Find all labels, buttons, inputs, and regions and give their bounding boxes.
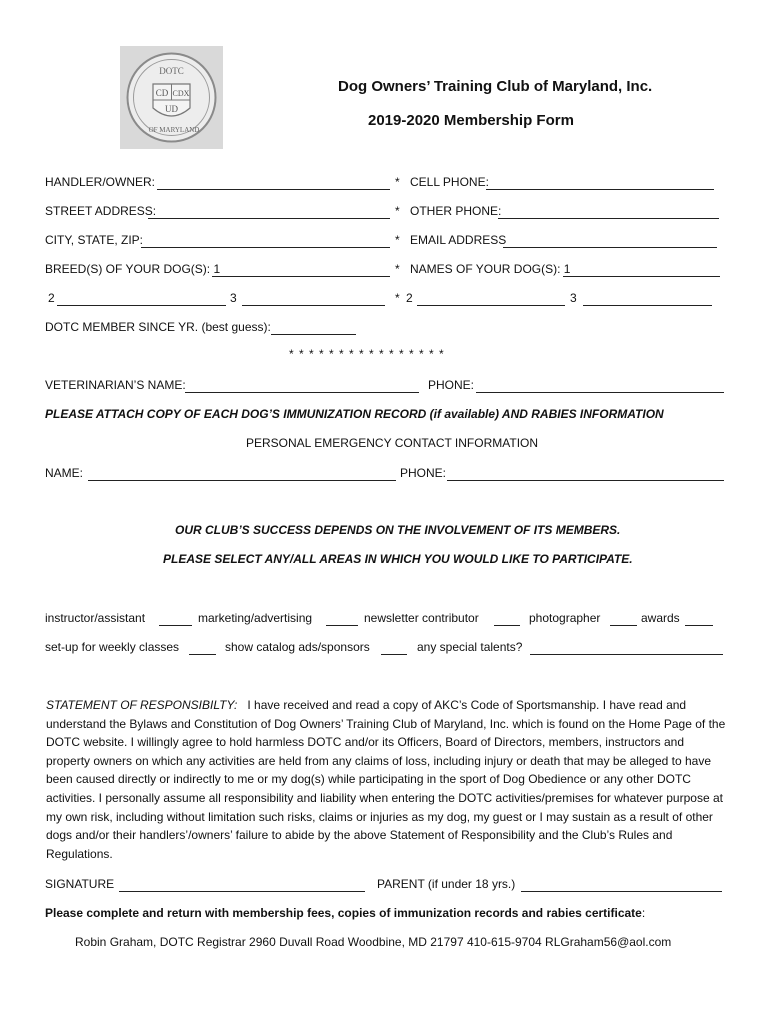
- option-awards-field[interactable]: [685, 624, 713, 626]
- email-address-label: EMAIL ADDRESS: [410, 233, 507, 247]
- breed-3-label: 3: [230, 291, 237, 305]
- dog-name-1-field[interactable]: [563, 275, 720, 277]
- option-photographer-field[interactable]: [610, 624, 637, 626]
- city-state-zip-field[interactable]: [141, 246, 390, 248]
- handler-owner-label: HANDLER/OWNER:: [45, 175, 156, 189]
- required-asterisk: *: [395, 233, 400, 247]
- breed-1-field[interactable]: [212, 275, 390, 277]
- form-title: 2019-2020 Membership Form: [368, 112, 574, 129]
- return-instructions-text: Please complete and return with membership fees, copies of immunization records and rabies certificate: [45, 906, 642, 920]
- required-asterisk: *: [395, 204, 400, 218]
- option-catalog-label: show catalog ads/sponsors: [225, 640, 370, 654]
- option-talents-field[interactable]: [530, 653, 723, 655]
- breed-3-field[interactable]: [242, 304, 385, 306]
- other-phone-field[interactable]: [498, 217, 719, 219]
- org-title: Dog Owners’ Training Club of Maryland, Inc.: [338, 78, 653, 95]
- seal-right-text: CDX: [172, 89, 190, 98]
- cell-phone-label: CELL PHONE:: [410, 175, 489, 189]
- statement-of-responsibility: [46, 696, 726, 863]
- dog-name-2-field[interactable]: [417, 304, 565, 306]
- veterinarian-name-label: VETERINARIAN’S NAME:: [45, 378, 186, 392]
- club-seal-logo: [120, 46, 223, 149]
- dog-names-label: NAMES OF YOUR DOG(S): 1: [410, 262, 571, 276]
- option-setup-label: set-up for weekly classes: [45, 640, 180, 654]
- option-setup-field[interactable]: [189, 653, 216, 655]
- street-address-label: STREET ADDRESS:: [45, 204, 157, 218]
- required-asterisk: *: [395, 291, 400, 305]
- option-instructor-field[interactable]: [159, 624, 192, 626]
- dog-name-3-field[interactable]: [583, 304, 712, 306]
- veterinarian-phone-label: PHONE:: [428, 378, 475, 392]
- emergency-contact-heading: PERSONAL EMERGENCY CONTACT INFORMATION: [246, 436, 539, 450]
- return-instructions: [45, 906, 645, 920]
- dog-name-2-label: 2: [406, 291, 413, 305]
- return-instructions-colon: :: [641, 906, 646, 920]
- other-phone-label: OTHER PHONE:: [410, 204, 502, 218]
- dog-name-3-label: 3: [570, 291, 577, 305]
- statement-label: STATEMENT OF RESPONSIBILTY:: [46, 698, 238, 712]
- required-asterisk: *: [395, 262, 400, 276]
- option-talents-label: any special talents?: [417, 640, 523, 654]
- option-newsletter-field[interactable]: [494, 624, 520, 626]
- seal-bottom-text: UD: [165, 104, 178, 114]
- signature-label: SIGNATURE: [45, 877, 115, 891]
- option-marketing-label: marketing/advertising: [198, 611, 313, 625]
- veterinarian-phone-field[interactable]: [476, 391, 724, 393]
- emergency-name-field[interactable]: [88, 479, 396, 481]
- seal-top-text: DOTC: [159, 66, 184, 76]
- city-state-zip-label: CITY, STATE, ZIP:: [45, 233, 144, 247]
- email-address-field[interactable]: [503, 246, 717, 248]
- asterisk-separator: * * * * * * * * * * * * * * * *: [289, 347, 445, 361]
- statement-text: I have received and read a copy of AKC’s Code of Sportsmanship. I have read and understand the Bylaws and Constitution of Dog Owners’ Training Club of Maryland, Inc. which is found on the Home Page of the DOTC website. I willingly agree to hold harmless DOTC and/or its Officers, Board of Directors, members, instructors and property owners on which any activities are held from any claims of loss, including injury or death that may be alleged to have been caused directly or indirectly to me or my dog(s) while participating in the sport of Dog Obedience or any other DOTC activities. I personally assume all responsibility and liability when entering the DOTC activities/premises for whatever purpose at my own risk, including without limitation such risks, claims or injuries as my dog, my guest or I may sustain as a result of other dogs and/or their handlers’/owners’ failure to abide by the above Statement of Responsibility and the Club’s Rules and Regulations.: [46, 698, 726, 861]
- option-instructor-label: instructor/assistant: [45, 611, 146, 625]
- participation-line-1: OUR CLUB’S SUCCESS DEPENDS ON THE INVOLVEMENT OF ITS MEMBERS.: [175, 523, 621, 537]
- breed-2-label: 2: [48, 291, 55, 305]
- required-asterisk: *: [395, 175, 400, 189]
- option-catalog-field[interactable]: [381, 653, 407, 655]
- participation-line-2: PLEASE SELECT ANY/ALL AREAS IN WHICH YOU WOULD LIKE TO PARTICIPATE.: [163, 552, 633, 566]
- breed-2-field[interactable]: [57, 304, 226, 306]
- breeds-label: BREED(S) OF YOUR DOG(S): 1: [45, 262, 221, 276]
- emergency-phone-label: PHONE:: [400, 466, 447, 480]
- option-photographer-label: photographer: [529, 611, 601, 625]
- seal-ring-text: OF MARYLAND: [148, 126, 200, 134]
- seal-left-text: CD: [155, 88, 169, 98]
- member-since-label: DOTC MEMBER SINCE YR. (best guess):: [45, 320, 271, 334]
- immunization-notice: PLEASE ATTACH COPY OF EACH DOG’S IMMUNIZATION RECORD (if available) AND RABIES INFORMATION: [45, 407, 664, 421]
- cell-phone-field[interactable]: [486, 188, 714, 190]
- signature-field[interactable]: [119, 890, 365, 892]
- registrar-contact: Robin Graham, DOTC Registrar 2960 Duvall Road Woodbine, MD 21797 410-615-9704 RLGraham56@aol.com: [75, 935, 672, 949]
- emergency-phone-field[interactable]: [447, 479, 724, 481]
- street-address-field[interactable]: [148, 217, 390, 219]
- member-since-field[interactable]: [271, 333, 356, 335]
- option-marketing-field[interactable]: [326, 624, 358, 626]
- emergency-name-label: NAME:: [45, 466, 84, 480]
- veterinarian-name-field[interactable]: [185, 391, 419, 393]
- handler-owner-field[interactable]: [157, 188, 390, 190]
- parent-field[interactable]: [521, 890, 722, 892]
- option-awards-label: awards: [641, 611, 680, 625]
- option-newsletter-label: newsletter contributor: [364, 611, 479, 625]
- parent-label: PARENT (if under 18 yrs.): [377, 877, 516, 891]
